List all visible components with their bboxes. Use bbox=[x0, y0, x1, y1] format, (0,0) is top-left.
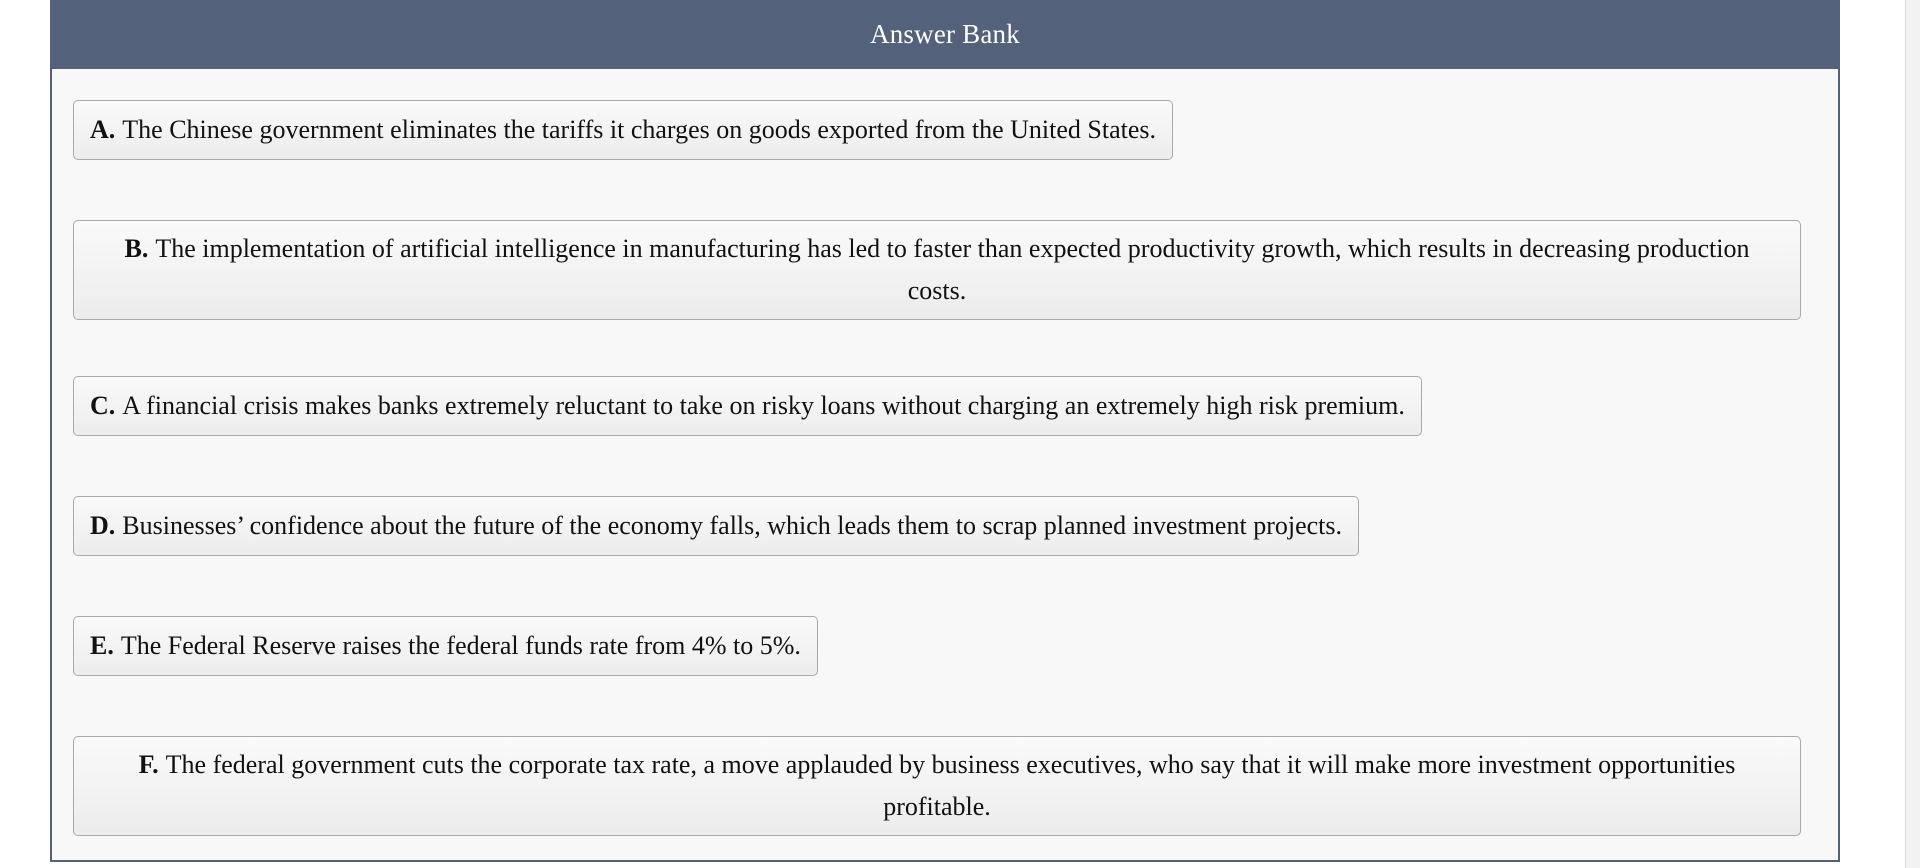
answer-choice-e[interactable] bbox=[73, 616, 818, 676]
choice-letter: A. bbox=[90, 115, 116, 144]
choice-text: Businesses’ confidence about the future of the economy falls, which leads them to scrap planned investment projects. bbox=[122, 511, 1342, 540]
choice-text: A financial crisis makes banks extremely reluctant to take on risky loans without charging an extremely high risk premium. bbox=[122, 391, 1405, 420]
choice-text: The Federal Reserve raises the federal funds rate from 4% to 5%. bbox=[120, 631, 801, 660]
answer-bank-panel bbox=[50, 0, 1840, 862]
choice-letter: F. bbox=[138, 750, 159, 779]
choice-letter: B. bbox=[124, 234, 149, 263]
choice-text: The federal government cuts the corporate tax rate, a move applauded by business executives, who say that it will make more investment opportunities profitable. bbox=[165, 750, 1736, 821]
choice-letter: E. bbox=[90, 631, 114, 660]
scrollbar-track[interactable] bbox=[1905, 0, 1920, 868]
choice-text: The implementation of artificial intelligence in manufacturing has led to faster than expected productivity growth, which results in decreasing production costs. bbox=[155, 234, 1750, 305]
answer-bank-title: Answer Bank bbox=[870, 19, 1020, 49]
choice-letter: D. bbox=[90, 511, 116, 540]
answer-bank-header bbox=[52, 0, 1838, 69]
answer-choice-b[interactable] bbox=[73, 220, 1801, 320]
answer-choice-a[interactable] bbox=[73, 100, 1173, 160]
choice-text: The Chinese government eliminates the tariffs it charges on goods exported from the United States. bbox=[122, 115, 1157, 144]
answer-choice-f[interactable] bbox=[73, 736, 1801, 836]
answer-choice-d[interactable] bbox=[73, 496, 1359, 556]
answer-choice-c[interactable] bbox=[73, 376, 1422, 436]
choice-letter: C. bbox=[90, 391, 116, 420]
